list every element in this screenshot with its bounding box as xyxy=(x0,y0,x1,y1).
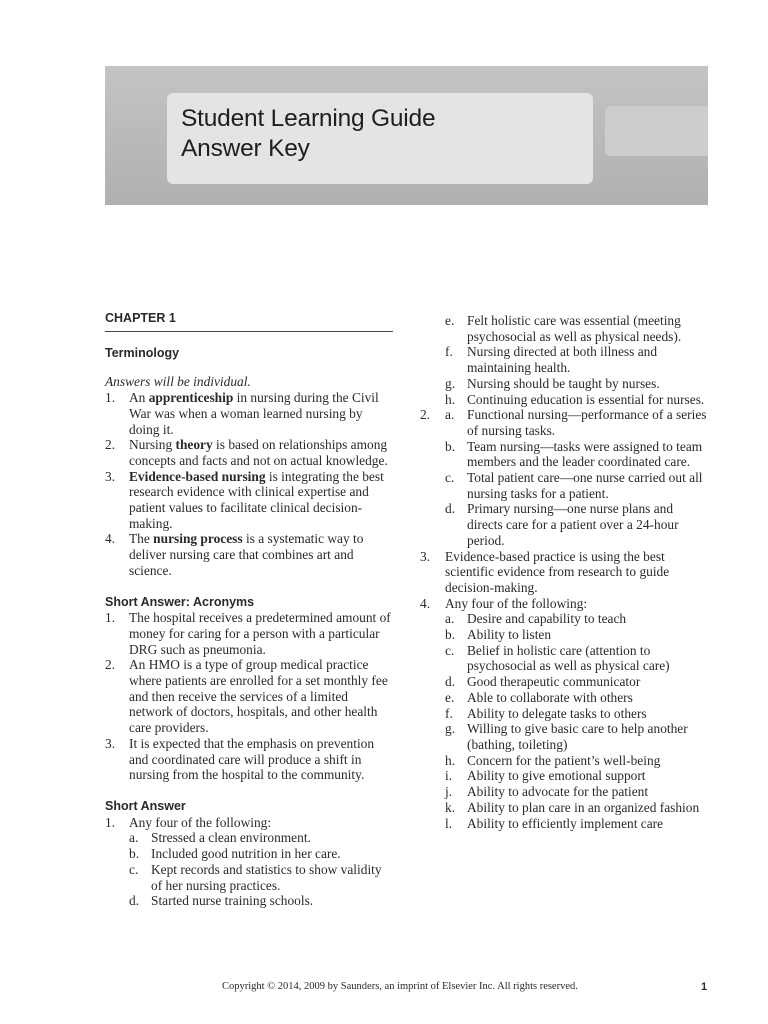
list-item: 1. The hospital receives a predetermined amount of money for caring for a person with a particular DRG such as pneumonia. xyxy=(105,610,391,657)
sub-item: b. Ability to listen xyxy=(445,627,552,643)
sub-item: a. Stressed a clean environment. xyxy=(129,830,311,846)
sub-item: b. Team nursing—tasks were assigned to team members and the leader coordinated care. xyxy=(445,438,703,470)
copyright-notice: Copyright © 2014, 2009 by Saunders, an imprint of Elsevier Inc. All rights reserved. xyxy=(222,981,578,992)
banner-decoration xyxy=(605,106,708,156)
terminology-heading: Terminology xyxy=(105,345,180,360)
sub-item: e. Felt holistic care was essential (meeting psychosocial as well as physical needs). xyxy=(445,313,682,344)
left-column xyxy=(105,310,393,909)
sub-item: c. Total patient care—one nurse carried out all nursing tasks for a patient. xyxy=(445,470,703,501)
acronyms-list xyxy=(105,610,393,783)
sub-item: h. Continuing education is essential for nurses. xyxy=(445,391,705,407)
sub-item: c. Kept records and statistics to show validity of her nursing practices. xyxy=(129,861,382,893)
chapter-heading: CHAPTER 1 xyxy=(105,310,393,332)
sub-item: g. Nursing should be taught by nurses. xyxy=(445,375,660,391)
sub-item: d. Good therapeutic communicator xyxy=(445,674,641,690)
page-title-line1: Student Learning Guide xyxy=(181,105,436,132)
list-item: 2. a. Functional nursing—performance of a series of nursing tasks. b. Team nursing—tasks were assigned to team members and the leader coordinated care. c. Total patient care—one nurse carried out all nursing tasks for a patient. d. Primary nursing—one nurse plans and directs care for a patient over a 24-hour period. xyxy=(420,407,712,548)
terminology-list xyxy=(105,390,393,578)
sub-item: d. Primary nursing—one nurse plans and directs care for a patient over a 24-hour period. xyxy=(445,501,679,548)
list-item: 3. It is expected that the emphasis on prevention and coordinated care will produce a shift in nursing from the hospital to the community. xyxy=(105,735,375,783)
list-item: 4. The nursing process is a systematic way to deliver nursing care that combines art and science. xyxy=(105,531,364,578)
sub-item: f. Ability to delegate tasks to others xyxy=(445,705,647,721)
short-answer-list xyxy=(105,815,393,909)
sub-item: k. Ability to plan care in an organized fashion xyxy=(445,799,700,815)
terminology-intro: Answers will be individual. xyxy=(105,374,251,390)
sub-item: g. Willing to give basic care to help another (bathing, toileting) xyxy=(445,721,688,752)
short-answer-heading: Short Answer xyxy=(105,798,186,813)
header-banner xyxy=(105,66,708,205)
list-item: 1. Any four of the following: xyxy=(105,814,272,830)
page-number: 1 xyxy=(701,981,708,993)
sub-item: c. Belief in holistic care (attention to psychosocial as well as physical care) xyxy=(445,642,670,674)
sub-item: h. Concern for the patient’s well-being xyxy=(445,752,661,768)
list-item: 4. Any four of the following: xyxy=(420,595,588,611)
list-item: 3. Evidence-based practice is using the best scientific evidence from research to guide decision-making. xyxy=(420,548,670,595)
sub-item: a. Desire and capability to teach xyxy=(445,611,627,627)
sub-item: b. Included good nutrition in her care. xyxy=(129,846,341,862)
continued-subs xyxy=(420,313,712,407)
right-column xyxy=(420,313,712,831)
page-title-line2: Answer Key xyxy=(181,135,310,162)
sub-item: a. Functional nursing—performance of a series of nursing tasks. xyxy=(445,407,707,438)
sub-item: e. Able to collaborate with others xyxy=(445,689,633,705)
acronyms-heading: Short Answer: Acronyms xyxy=(105,594,255,609)
sub-item: f. Nursing directed at both illness and maintaining health. xyxy=(445,344,658,376)
title-box xyxy=(167,93,593,184)
sub-item: l. Ability to efficiently implement care xyxy=(445,815,664,831)
sub-item: j. Ability to advocate for the patient xyxy=(445,784,649,800)
item4-subs xyxy=(420,611,712,831)
sub-item: i. Ability to give emotional support xyxy=(445,768,646,784)
list-item: 2. Nursing theory is based on relationships among concepts and facts and not on actual knowledge. xyxy=(105,437,388,468)
list-item: 3. Evidence-based nursing is integrating the best research evidence with clinical expertise and patient values to facilitate clinical decision-making. xyxy=(105,468,384,531)
sub-item: d. Started nurse training schools. xyxy=(129,893,314,909)
list-item: 1. An apprenticeship in nursing during the Civil War was when a woman learned nursing by doing it. xyxy=(105,390,379,437)
list-item: 2. An HMO is a type of group medical practice where patients are enrolled for a set monthly fee and then receive the services of a limited network of doctors, hospitals, and other health care providers. xyxy=(105,657,388,736)
